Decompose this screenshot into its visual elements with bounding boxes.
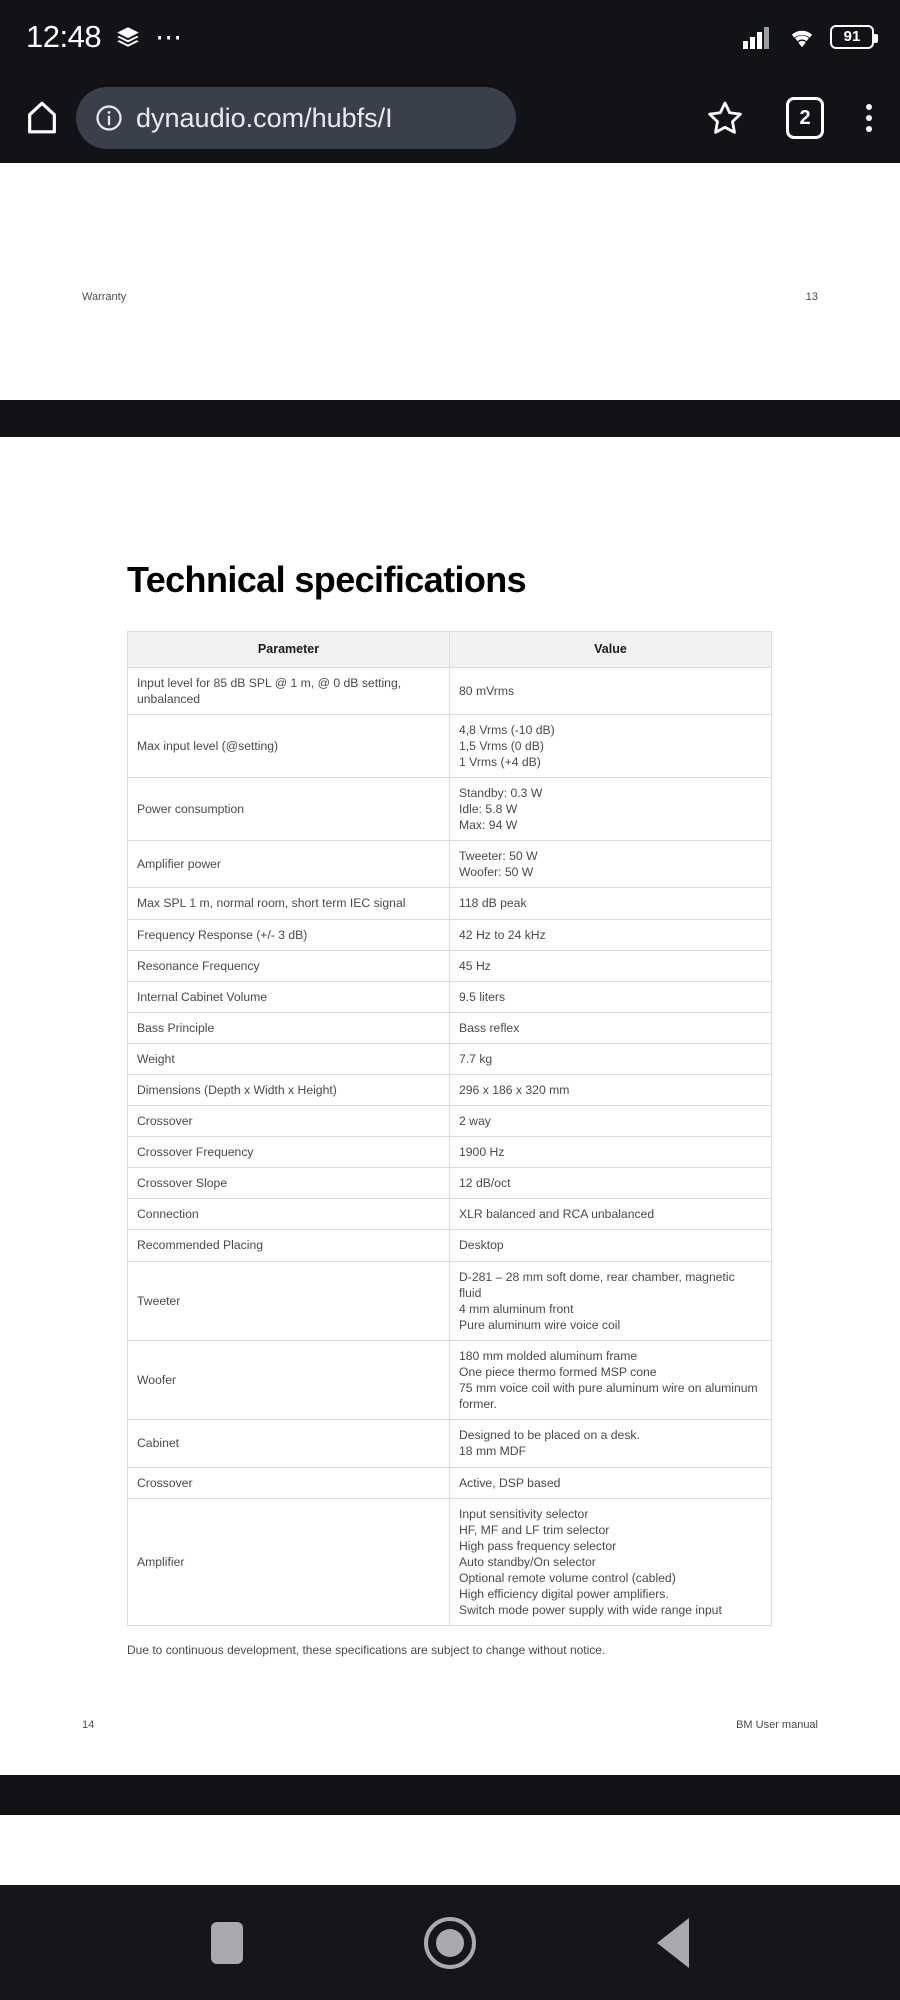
table-row [128,1230,772,1261]
pdf-page-14 [0,437,900,1775]
cell-line: Auto standby/On selector [459,1554,596,1569]
viewport-tail [0,1815,900,1885]
cell-value [450,1106,772,1137]
table-row [128,1261,772,1340]
cell-parameter [128,841,450,888]
cell-line: Crossover Slope [137,1176,228,1191]
cell-line: Amplifier [137,1554,185,1569]
cell-line: 4 mm aluminum front [459,1301,574,1316]
cell-line: 42 Hz to 24 kHz [459,927,546,942]
cell-line: 12 dB/oct [459,1176,511,1191]
table-row [128,841,772,888]
table-header-row [128,632,772,668]
table-row [128,714,772,777]
cell-line: 118 dB peak [459,896,527,911]
back-triangle-icon[interactable] [657,1918,689,1968]
page-info-icon[interactable] [94,103,124,133]
table-head [128,632,772,668]
cell-line: 9.5 liters [459,989,506,1004]
star-bookmark-icon[interactable] [704,97,746,139]
cell-line: One piece thermo formed MSP cone [459,1365,657,1380]
cell-value [450,1420,772,1467]
page-13-number: 13 [805,291,818,303]
page-14-number: 14 [82,1719,95,1732]
cell-line: 2 way [459,1114,491,1129]
page-13-footer-label: Warranty [82,291,127,303]
address-bar[interactable] [76,87,516,149]
cell-parameter [128,1043,450,1074]
cell-parameter [128,1075,450,1106]
cell-line: Woofer: 50 W [459,865,534,880]
cell-line: Frequency Response (+/- 3 dB) [137,927,308,942]
cell-line: Pure aluminum wire voice coil [459,1317,621,1332]
cell-parameter [128,981,450,1012]
status-clock: 12:48 [26,18,102,54]
table-body [128,667,772,1626]
cell-value [450,950,772,981]
cell-line: Optional remote volume control (cabled) [459,1570,676,1585]
cell-value [450,1230,772,1261]
status-bar-left [26,19,184,55]
page-title: Technical specifications [127,559,527,600]
page-14-top-margin [0,437,900,559]
table-row [128,1467,772,1498]
cell-parameter [128,1498,450,1626]
cell-line: fluid [459,1285,482,1300]
column-header-value: Value [450,632,772,668]
cell-value [450,1043,772,1074]
cell-parameter [128,1420,450,1467]
status-bar-right [742,25,874,49]
table-row [128,1137,772,1168]
cell-value [450,1199,772,1230]
cell-line: Woofer [137,1373,177,1388]
column-header-parameter: Parameter [128,632,450,668]
cell-line: 7.7 kg [459,1051,493,1066]
cell-parameter [128,888,450,919]
cell-line: Input sensitivity selector [459,1506,589,1521]
cell-line: 45 Hz [459,958,491,973]
cell-value [450,1137,772,1168]
specifications-disclaimer: Due to continuous development, these specifications are subject to change without notice. [127,1643,606,1658]
cell-line: Dimensions (Depth x Width x Height) [137,1083,337,1097]
cell-line: Max SPL 1 m, normal room, short term IEC signal [137,896,406,911]
table-row [128,950,772,981]
page-13-footer [0,291,900,303]
cell-line: Crossover [137,1475,193,1490]
kebab-menu-icon[interactable] [866,104,872,132]
cell-value [450,919,772,950]
tab-counter-button[interactable] [786,97,824,139]
cell-line: 75 mm voice coil with pure aluminum wire on aluminum [459,1381,758,1396]
table-row [128,1498,772,1626]
cell-line: 1 Vrms (+4 dB) [459,754,541,769]
cell-line: Bass reflex [459,1020,520,1035]
cell-line: Cabinet [137,1436,180,1451]
cell-parameter [128,667,450,714]
table-row [128,1106,772,1137]
table-row [128,777,772,840]
cell-line: former. [459,1397,497,1412]
cell-line: 18 mm MDF [459,1444,527,1459]
cell-line: Resonance Frequency [137,958,260,973]
cell-line: Max input level (@setting) [137,738,279,753]
home-circle-icon[interactable] [424,1917,476,1969]
cell-line: Crossover Frequency [137,1145,254,1160]
battery-icon [830,25,874,49]
cell-line: Active, DSP based [459,1475,561,1490]
cell-parameter [128,777,450,840]
table-row [128,1199,772,1230]
cell-line: Internal Cabinet Volume [137,989,268,1004]
cell-value [450,841,772,888]
cell-line: Input level for 85 dB SPL @ 1 m, @ 0 dB setting, [137,675,402,690]
cell-value [450,1075,772,1106]
status-bar [0,0,900,73]
cell-parameter [128,1261,450,1340]
table-row [128,1075,772,1106]
cell-line: 1900 Hz [459,1145,505,1160]
cell-line: Bass Principle [137,1020,215,1035]
cell-parameter [128,1199,450,1230]
cell-line: 180 mm molded aluminum frame [459,1348,638,1363]
cell-value [450,1012,772,1043]
cell-line: 80 mVrms [459,683,515,698]
cell-value [450,981,772,1012]
cell-line: 296 x 186 x 320 mm [459,1083,570,1097]
cell-line: 1,5 Vrms (0 dB) [459,738,544,753]
cell-value [450,1168,772,1199]
cell-parameter [128,1230,450,1261]
browser-toolbar [0,73,900,163]
cell-line: Weight [137,1051,175,1066]
table-row [128,1340,772,1419]
cell-value [450,777,772,840]
cell-line: XLR balanced and RCA unbalanced [459,1207,655,1222]
cell-line: 4,8 Vrms (-10 dB) [459,722,555,737]
cell-parameter [128,950,450,981]
more-dots-icon: ⋯ [155,21,185,52]
home-icon[interactable] [22,98,62,138]
cell-value [450,667,772,714]
cell-parameter [128,1168,450,1199]
cell-parameter [128,919,450,950]
cell-line: unbalanced [137,691,201,706]
cell-parameter [128,1012,450,1043]
cell-line: Power consumption [137,802,245,817]
cell-parameter [128,714,450,777]
table-row [128,667,772,714]
cell-parameter [128,1106,450,1137]
pdf-page-separator [0,400,900,437]
table-row [128,1043,772,1074]
pdf-page-13 [0,163,900,400]
cell-value [450,888,772,919]
cell-line: Amplifier power [137,857,221,872]
page-14-footer [0,1719,900,1731]
cell-parameter [128,1340,450,1419]
table-row [128,1012,772,1043]
cell-parameter [128,1467,450,1498]
pdf-page-separator-bottom [0,1775,900,1815]
cell-line: Tweeter [137,1293,181,1308]
table-row [128,1168,772,1199]
cell-line: Recommended Placing [137,1238,264,1253]
battery-level-label: 91 [843,28,861,45]
address-bar-url[interactable]: dynaudio.com/hubfs/I [136,102,393,133]
cell-line: High pass frequency selector [459,1538,617,1553]
cell-line: Desktop [459,1238,504,1253]
cell-line: Crossover [137,1114,193,1129]
page-viewport[interactable] [0,163,900,1885]
cell-line: Switch mode power supply with wide range input [459,1603,722,1618]
cell-line: Max: 94 W [459,818,518,833]
page-14-footer-label: BM User manual [736,1719,818,1732]
cell-parameter [128,1137,450,1168]
tab-count-label: 2 [799,106,811,129]
cell-line: Standby: 0.3 W [459,785,543,800]
wifi-icon [787,25,817,49]
cell-line: D-281 – 28 mm soft dome, rear chamber, magnetic [459,1269,735,1284]
cell-value [450,1498,772,1626]
technical-specifications-table [127,631,772,1626]
cell-line: Idle: 5.8 W [459,802,518,817]
layers-icon [115,24,141,50]
cell-line: Connection [137,1207,199,1222]
android-navigation-bar [0,1885,900,2000]
cell-line: High efficiency digital power amplifiers. [459,1587,669,1602]
cell-value [450,1340,772,1419]
cell-value [450,1467,772,1498]
table-row [128,981,772,1012]
cell-value [450,1261,772,1340]
cell-line: Designed to be placed on a desk. [459,1428,640,1443]
table-row [128,1420,772,1467]
cell-line: HF, MF and LF trim selector [459,1522,610,1537]
cell-value [450,714,772,777]
cell-line: Tweeter: 50 W [459,849,538,864]
cellular-signal-icon [742,25,774,49]
table-row [128,888,772,919]
table-row [128,919,772,950]
page-14-bottom-margin [0,1731,900,1775]
recents-square-icon[interactable] [211,1922,243,1964]
